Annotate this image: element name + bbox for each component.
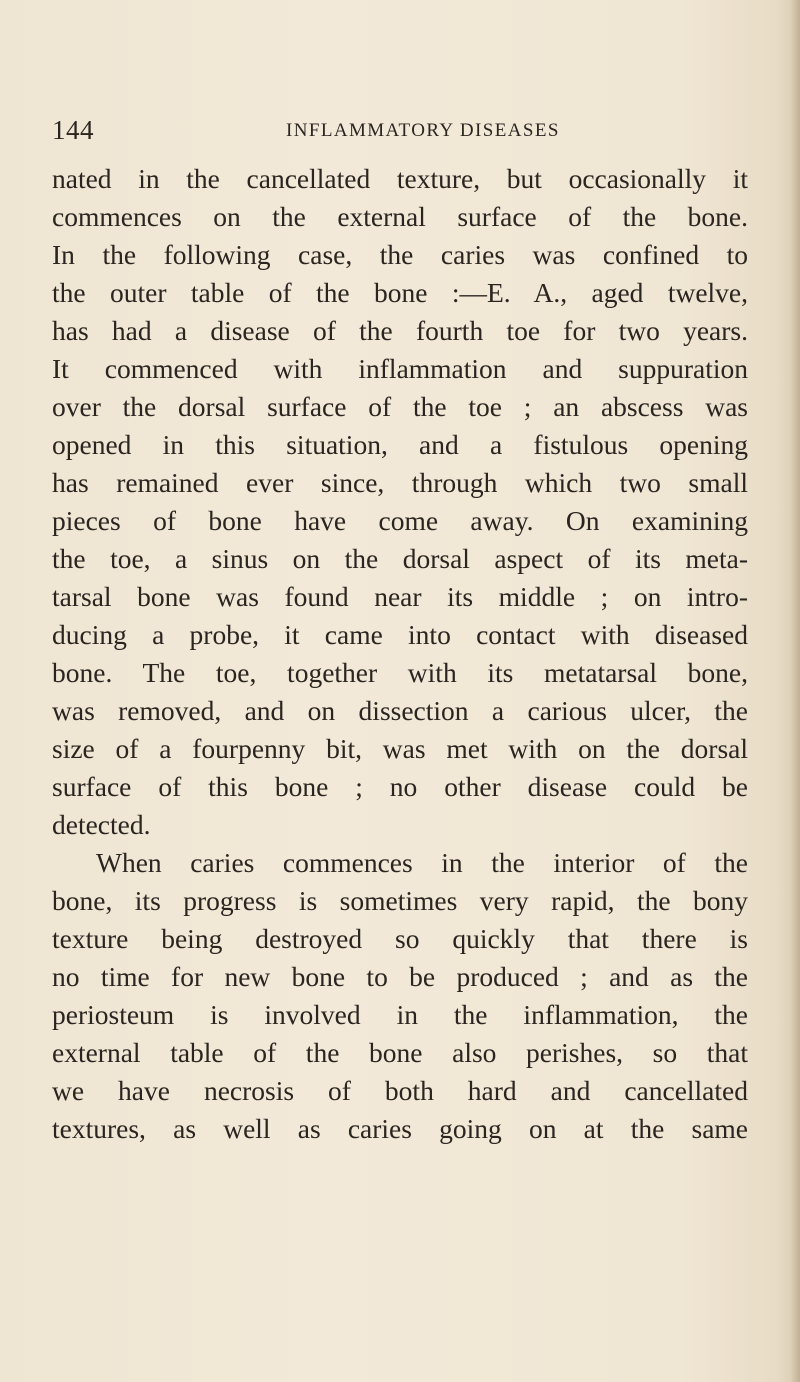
- text-line: the toe, a sinus on the dorsal aspect of its meta-: [52, 543, 748, 574]
- text-line: pieces of bone have come away. On examining: [52, 505, 748, 536]
- text-line: In the following case, the caries was confined to: [52, 239, 748, 270]
- text-line: the outer table of the bone :—E. A., aged twelve,: [52, 277, 748, 308]
- text-line: texture being destroyed so quickly that there is: [52, 923, 748, 954]
- text-line-paragraph-start: When caries commences in the interior of the: [96, 847, 748, 878]
- text-line: periosteum is involved in the inflammation, the: [52, 999, 748, 1030]
- text-line: opened in this situation, and a fistulous opening: [52, 429, 748, 460]
- text-line: textures, as well as caries going on at the same: [52, 1113, 748, 1144]
- text-line: has had a disease of the fourth toe for two years.: [52, 315, 748, 346]
- text-line: nated in the cancellated texture, but occasionally it: [52, 163, 748, 194]
- page-number: 144: [52, 115, 94, 145]
- running-title: INFLAMMATORY DISEASES: [286, 120, 560, 141]
- text-line: commences on the external surface of the bone.: [52, 201, 748, 232]
- text-line: no time for new bone to be produced ; and as the: [52, 961, 748, 992]
- text-line: has remained ever since, through which two small: [52, 467, 748, 498]
- running-head: [52, 115, 752, 145]
- body-text: [52, 160, 748, 1148]
- text-line: ducing a probe, it came into contact with diseased: [52, 619, 748, 650]
- page-edge-shadow: [790, 0, 800, 1382]
- text-line: external table of the bone also perishes, so that: [52, 1037, 748, 1068]
- text-line: bone, its progress is sometimes very rapid, the bony: [52, 885, 748, 916]
- text-line: bone. The toe, together with its metatarsal bone,: [52, 657, 748, 688]
- text-line: surface of this bone ; no other disease could be: [52, 771, 748, 802]
- text-line: It commenced with inflammation and suppuration: [52, 353, 748, 384]
- text-line-paragraph-end: detected.: [52, 809, 151, 840]
- text-line: size of a fourpenny bit, was met with on the dorsal: [52, 733, 748, 764]
- text-line: was removed, and on dissection a carious ulcer, the: [52, 695, 748, 726]
- text-line: over the dorsal surface of the toe ; an abscess was: [52, 391, 748, 422]
- text-line: tarsal bone was found near its middle ; on intro-: [52, 581, 748, 612]
- text-line: we have necrosis of both hard and cancellated: [52, 1075, 748, 1106]
